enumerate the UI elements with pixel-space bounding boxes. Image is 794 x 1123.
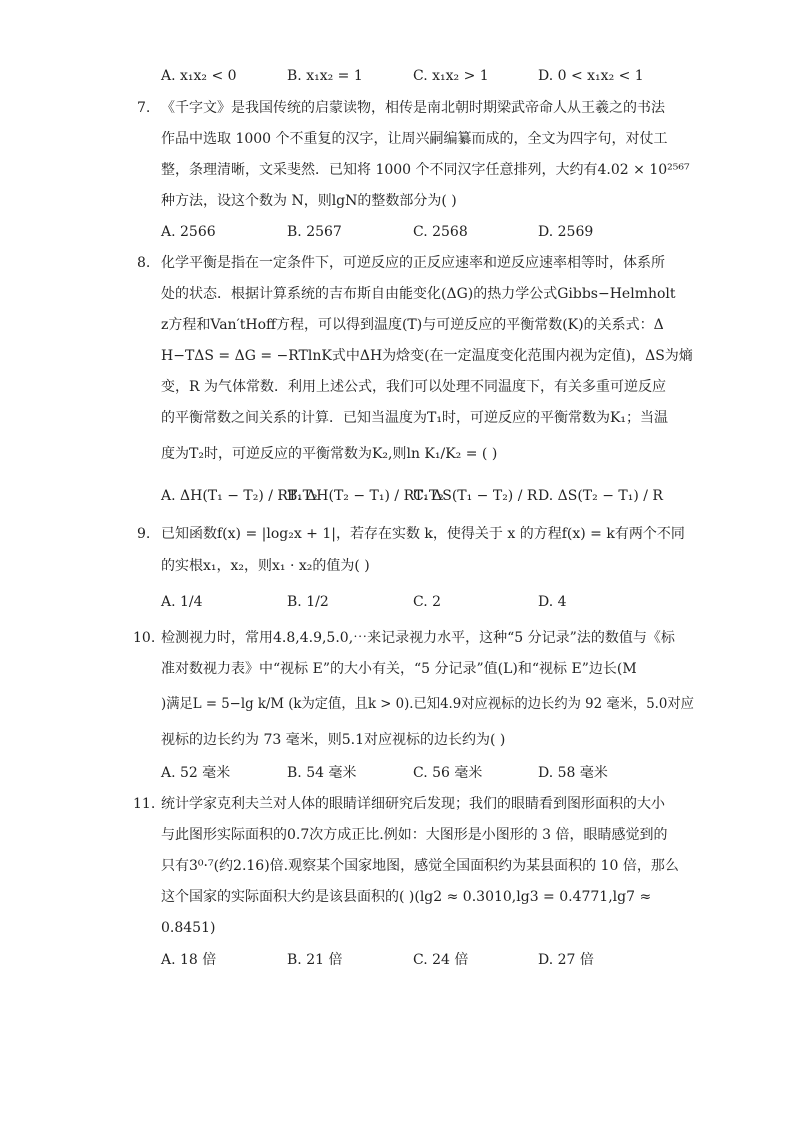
q11-line-4: 这个国家的实际面积大约是该县面积的( )(lg2 ≈ 0.3010,lg3 = 0.4771,lg7 ≈ <box>161 889 652 905</box>
q8-line-2: 处的状态．根据计算系统的吉布斯自由能变化(ΔG)的热力学公式Gibbs−Helmholt <box>161 286 676 302</box>
q8-line-3: z方程和Van′tHoff方程，可以得到温度(T)与可逆反应的平衡常数(K)的关系式：Δ <box>161 317 664 333</box>
q7-option-a: A. 2566 <box>161 224 216 240</box>
q10-line-1: 检测视力时，常用4.8,4.9,5.0,⋯来记录视力水平，这种“5 分记录”法的数值与《标 <box>161 630 675 646</box>
q8-line-6: 的平衡常数之间关系的计算．已知当温度为T₁时，可逆反应的平衡常数为K₁；当温 <box>161 410 669 426</box>
q11-option-b: B. 21 倍 <box>287 952 343 968</box>
q7-option-c: C. 2568 <box>413 224 468 240</box>
q8-number: 8. <box>137 255 151 271</box>
q8-option-b: B. ΔH(T₂ − T₁) / RT₁T₂ <box>287 488 444 504</box>
q10-line-3: )满足L = 5−lg k/M (k为定值，且k > 0).已知4.9对应视标的边长约为 92 毫米，5.0对应 <box>161 696 694 712</box>
q10-number: 10. <box>133 630 156 646</box>
q9-number: 9. <box>137 526 151 542</box>
q10-option-b: B. 54 毫米 <box>287 765 357 781</box>
q10-line-2: 准对数视力表》中“视标 E”的大小有关，“5 分记录”值(L)和“视标 E”边长(M <box>161 661 637 677</box>
q6-option-b: B. x₁x₂ = 1 <box>287 68 363 84</box>
q8-option-a: A. ΔH(T₁ − T₂) / RT₁T₂ <box>161 488 318 504</box>
q11-line-1: 统计学家克利夫兰对人体的眼睛详细研究后发现；我们的眼睛看到图形面积的大小 <box>161 796 665 812</box>
q8-line-1: 化学平衡是指在一定条件下，可逆反应的正反应速率和逆反应速率相等时，体系所 <box>161 255 665 271</box>
q10-line-4: 视标的边长约为 73 毫米，则5.1对应视标的边长约为( ) <box>161 732 506 748</box>
q11-line-2: 与此图形实际面积的0.7次方成正比.例如：大图形是小图形的 3 倍，眼睛感觉到的 <box>161 827 668 843</box>
q9-line-1: 已知函数f(x) = |log₂x + 1|，若存在实数 k，使得关于 x 的方程f(x) = k有两个不同 <box>161 526 685 542</box>
q11-number: 11. <box>133 796 156 812</box>
q11-option-d: D. 27 倍 <box>538 952 594 968</box>
q7-number: 7. <box>137 100 151 116</box>
q11-option-a: A. 18 倍 <box>161 952 217 968</box>
q6-option-d: D. 0 < x₁x₂ < 1 <box>538 68 644 84</box>
q8-line-7: 度为T₂时，可逆反应的平衡常数为K₂,则ln K₁/K₂ = ( ) <box>161 446 498 462</box>
q9-line-2: 的实根x₁，x₂，则x₁ · x₂的值为( ) <box>161 558 370 574</box>
q10-option-d: D. 58 毫米 <box>538 765 608 781</box>
q11-option-c: C. 24 倍 <box>413 952 469 968</box>
q9-option-c: C. 2 <box>413 594 442 610</box>
q8-option-d: D. ΔS(T₂ − T₁) / R <box>538 488 663 504</box>
q6-option-a: A. x₁x₂ < 0 <box>161 68 237 84</box>
q11-line-3: 只有3⁰·⁷(约2.16)倍.观察某个国家地图，感觉全国面积约为某县面积的 10 倍，那么 <box>161 858 679 874</box>
q8-option-c: C. ΔS(T₁ − T₂) / R <box>413 488 538 504</box>
q7-line-2: 作品中选取 1000 个不重复的汉字，让周兴嗣编纂而成的，全文为四字句，对仗工 <box>161 131 668 147</box>
q7-line-1: 《千字文》是我国传统的启蒙读物，相传是南北朝时期梁武帝命人从王羲之的书法 <box>161 100 665 116</box>
q6-option-c: C. x₁x₂ > 1 <box>413 68 489 84</box>
q7-option-b: B. 2567 <box>287 224 342 240</box>
q7-option-d: D. 2569 <box>538 224 594 240</box>
q11-line-5: 0.8451) <box>161 920 216 936</box>
q9-option-b: B. 1/2 <box>287 594 329 610</box>
q10-option-a: A. 52 毫米 <box>161 765 231 781</box>
q8-line-5: 变，R 为气体常数．利用上述公式，我们可以处理不同温度下，有关多重可逆反应 <box>161 379 666 395</box>
q7-line-4: 种方法，设这个数为 N，则lgN的整数部分为( ) <box>161 193 457 209</box>
q7-line-3: 整，条理清晰，文采斐然．已知将 1000 个不同汉字任意排列，大约有4.02 × 10²⁵⁶⁷ <box>161 162 690 178</box>
q9-option-d: D. 4 <box>538 594 567 610</box>
q10-option-c: C. 56 毫米 <box>413 765 483 781</box>
q9-option-a: A. 1/4 <box>161 594 203 610</box>
q8-line-4: H−TΔS = ΔG = −RTlnK式中ΔH为焓变(在一定温度变化范围内视为定值)，ΔS为熵 <box>161 348 693 364</box>
